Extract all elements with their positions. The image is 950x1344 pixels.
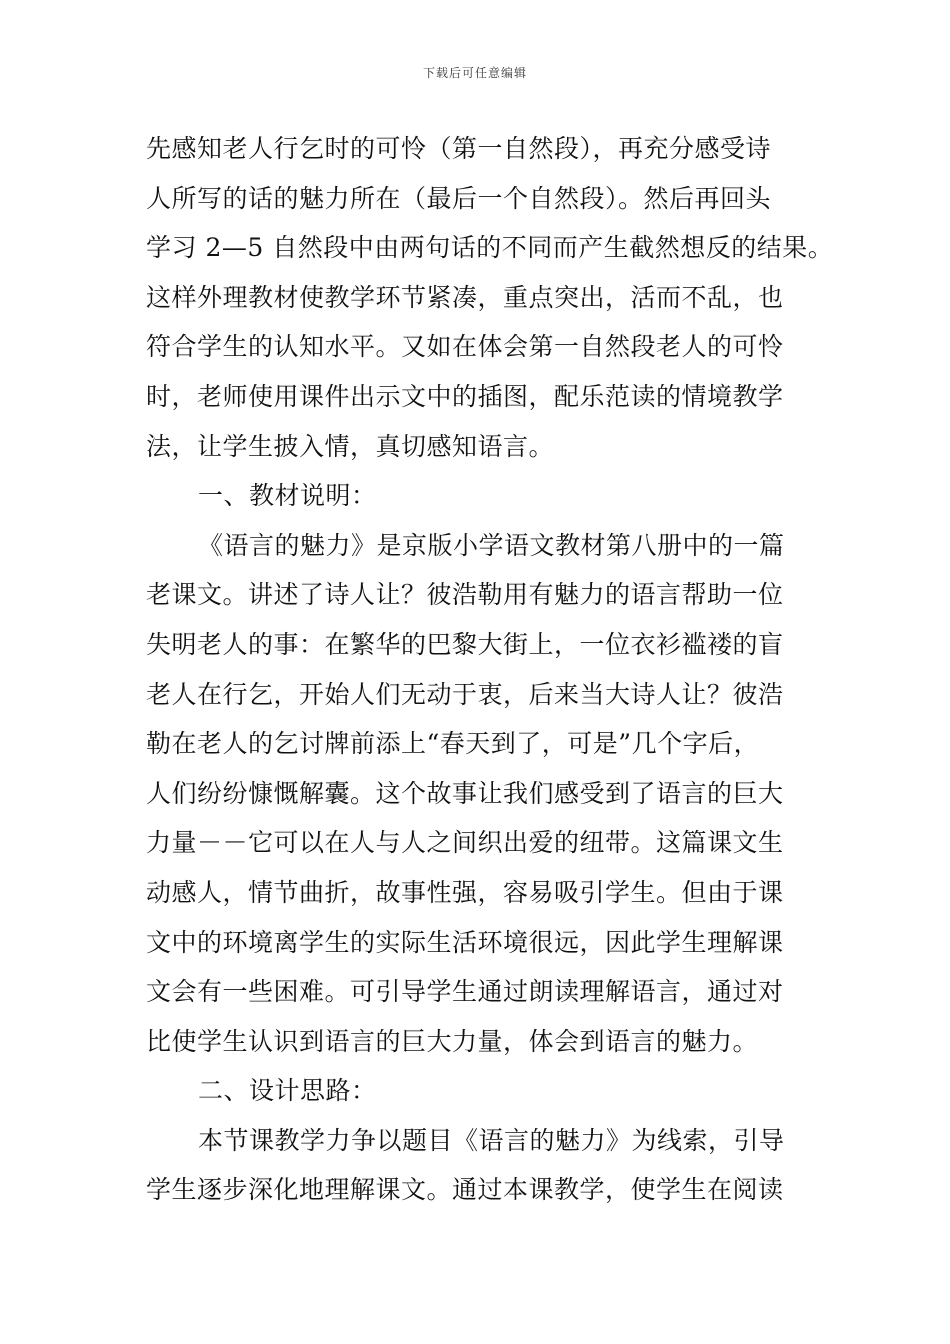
text-line: 符合学生的认知水平。又如在体会第一自然段老人的可怜 bbox=[146, 332, 784, 362]
text-line: 比使学生认识到语言的巨大力量，体会到语言的魅力。 bbox=[146, 1026, 759, 1056]
text-line: 先感知老人行乞时的可怜（第一自然段），再充分感受诗 bbox=[146, 134, 772, 163]
text-line: 法，让学生披入情，真切感知语言。 bbox=[146, 431, 555, 461]
text-line: 人们纷纷慷慨解囊。这个故事让我们感受到了语言的巨大 bbox=[146, 778, 784, 808]
text-line: 这样外理教材使教学环节紧凑，重点突出，活而不乱，也 bbox=[146, 282, 784, 312]
text-line: 时，老师使用课件出示文中的插图，配乐范读的情境教学 bbox=[146, 381, 784, 411]
text-line: 勒在老人的乞讨牌前添上“春天到了，可是”几个字后， bbox=[146, 729, 760, 759]
document-body bbox=[146, 124, 836, 1215]
section-heading: 二、设计思路： bbox=[198, 1076, 377, 1106]
page-header: 下载后可任意编辑 bbox=[422, 66, 527, 80]
text-line: 力量－－它可以在人与人之间织出爱的纽带。这篇课文生 bbox=[146, 828, 784, 858]
text-line: 文会有一些困难。可引导学生通过朗读理解语言，通过对 bbox=[146, 977, 784, 1007]
text-line: 文中的环境离学生的实际生活环境很远，因此学生理解课 bbox=[146, 927, 784, 957]
text-line: 老人在行乞，开始人们无动于衷，后来当大诗人让？彼浩 bbox=[146, 679, 784, 709]
section-heading: 一、教材说明： bbox=[198, 481, 377, 511]
text-line: 学生逐步深化地理解课文。通过本课教学，使学生在阅读 bbox=[146, 1175, 784, 1205]
text-line: 本节课教学力争以题目《语言的魅力》为线索，引导 bbox=[198, 1125, 785, 1155]
text-line: 老课文。讲述了诗人让？彼浩勒用有魅力的语言帮助一位 bbox=[146, 580, 784, 610]
text-line: 动感人，情节曲折，故事性强，容易吸引学生。但由于课 bbox=[146, 877, 784, 907]
text-line: 《语言的魅力》是京版小学语文教材第八册中的一篇 bbox=[198, 530, 785, 560]
text-line: 人所写的话的魅力所在（最后一个自然段）。然后再回头 bbox=[146, 183, 772, 213]
text-line: 失明老人的事：在繁华的巴黎大街上，一位衣衫褴褛的盲 bbox=[146, 629, 784, 659]
text-line: 学习 2—5 自然段中由两句话的不同而产生截然想反的结果。 bbox=[146, 233, 834, 263]
